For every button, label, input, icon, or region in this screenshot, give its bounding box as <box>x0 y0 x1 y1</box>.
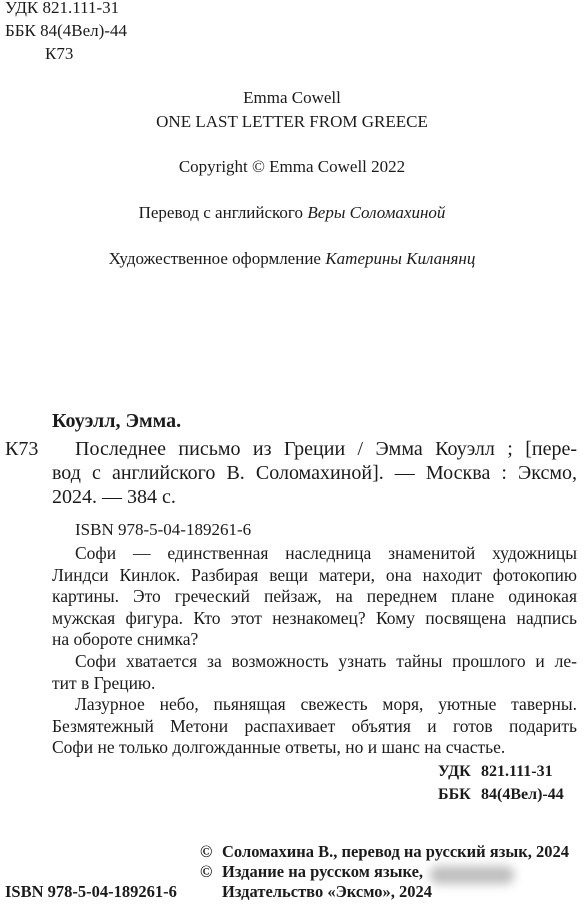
bbk-code: ББК 84(4Вел)-44 <box>5 21 127 40</box>
publisher-notice: Издательство «Эксмо», 2024 <box>222 882 432 901</box>
bibliographic-line: 2024. — 384 с. <box>52 486 176 508</box>
design-label: Художественное оформление <box>108 249 321 268</box>
annotation-line: Безмятежный Метони распахивает объятия и готов подарить <box>52 715 577 736</box>
translation-rights: Соломахина В., перевод на русский язык, 2024 <box>222 842 569 861</box>
bbk-label: ББК <box>438 786 471 803</box>
bibliographic-description <box>52 437 577 509</box>
annotation-line: Софи не только долгожданные ответы, но и шанс на счастье. <box>52 737 506 758</box>
bibliographic-line: вод с английского В. Соломахиной]. — Москва : Эксмо, <box>52 462 577 484</box>
udk-label: УДК <box>438 763 471 780</box>
blur-overlay <box>430 866 514 884</box>
annotation-line: тит в Грецию. <box>52 672 156 693</box>
edition-rights: Издание на русском языке, <box>222 862 424 881</box>
original-title: ONE LAST LETTER FROM GREECE <box>156 112 428 131</box>
annotation-line: Софи хватается за возможность узнать тайны прошлого и ле- <box>75 650 577 671</box>
copyright-notice: Copyright © Emma Cowell 2022 <box>178 157 406 176</box>
annotation-line: Линдси Кинлок. Разбирая вещи матери, она находит фотокопию <box>52 564 577 585</box>
classification-codes <box>5 0 127 65</box>
bbk-value: 84(4Вел)-44 <box>481 786 564 803</box>
copyright-symbol: © <box>200 842 213 861</box>
translation-label: Перевод с английского <box>138 203 303 222</box>
designer-name: Катерины Киланянц <box>325 249 476 268</box>
annotation-line: Лазурное небо, пьянящая свежесть моря, уютные таверны. <box>75 694 577 715</box>
copyright-symbol: © <box>200 862 213 881</box>
footer-isbn: ISBN 978-5-04-189261-6 <box>5 882 177 901</box>
bibliographic-heading: Коуэлл, Эмма. <box>52 410 182 432</box>
translation-credit <box>0 201 584 225</box>
udk-value: 821.111-31 <box>481 763 553 780</box>
bibliographic-author-mark: К73 <box>5 438 39 460</box>
translator-name: Веры Соломахиной <box>307 203 446 222</box>
annotation <box>52 543 577 759</box>
annotation-line: Софи — единственная наследница знаменитой художницы <box>75 543 577 563</box>
bibliographic-isbn: ISBN 978-5-04-189261-6 <box>75 520 252 539</box>
bibliographic-line: Последнее письмо из Греции / Эмма Коуэлл ; [пере- <box>75 438 577 460</box>
annotation-line: на обороте снимка? <box>52 629 199 650</box>
udk-code: УДК 821.111-31 <box>5 0 120 17</box>
design-credit <box>0 247 584 271</box>
index-codes <box>438 760 564 806</box>
annotation-line: мужская фигура. Кто этот незнакомец? Кому посвящена надпись <box>52 607 577 628</box>
annotation-line: картины. Это греческий пейзаж, на переднем плане одинокая <box>52 586 577 607</box>
original-author: Emma Cowell <box>243 88 341 107</box>
author-mark: К73 <box>45 44 74 63</box>
